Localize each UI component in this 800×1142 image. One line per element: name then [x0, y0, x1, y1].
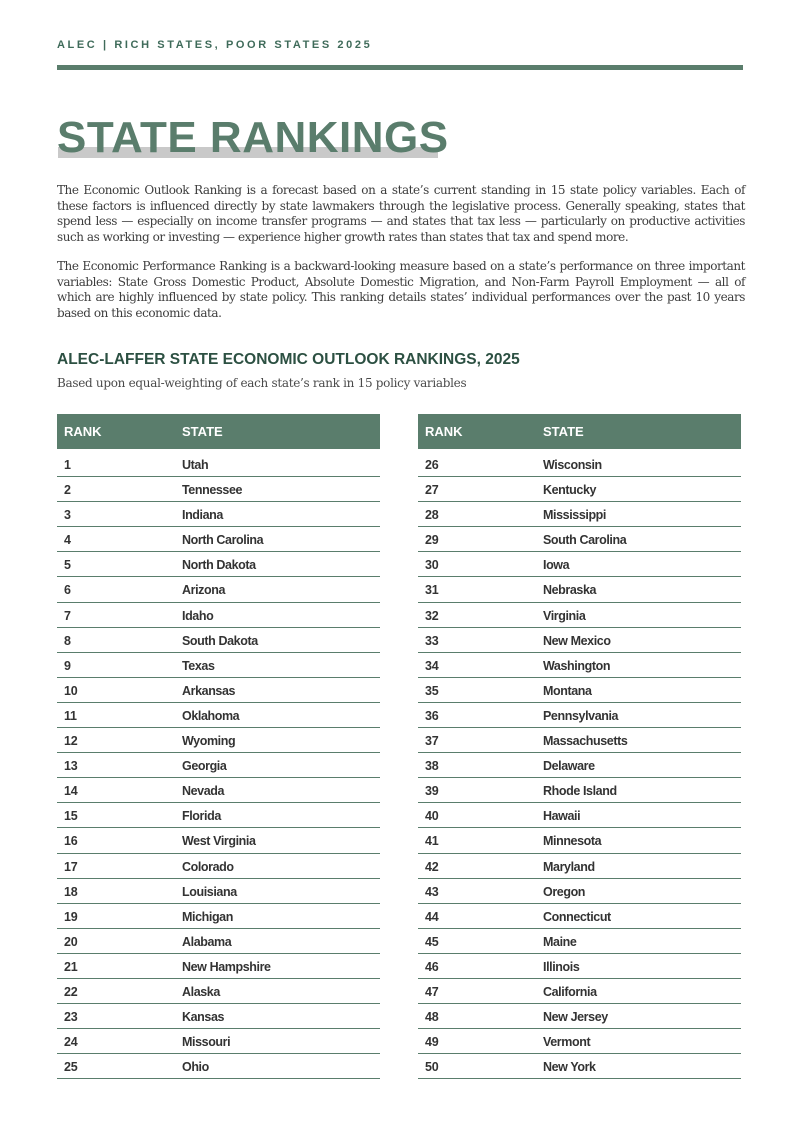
- rank-cell: 7: [64, 608, 71, 623]
- rank-cell: 4: [64, 533, 71, 548]
- rank-cell: 9: [64, 658, 71, 673]
- state-column-header: STATE: [182, 424, 223, 439]
- state-cell: Oregon: [543, 884, 586, 899]
- rank-cell: 47: [425, 984, 439, 999]
- section-subtitle: Based upon equal-weighting of each state’s rank in 15 policy variables: [57, 376, 467, 390]
- table-row: [418, 552, 741, 577]
- state-column-header: STATE: [543, 424, 584, 439]
- state-cell: Hawaii: [543, 809, 581, 824]
- table-row: [57, 477, 380, 502]
- rankings-table-left: [57, 414, 380, 1079]
- state-cell: California: [543, 984, 597, 999]
- state-cell: Mississippi: [543, 508, 606, 523]
- table-row: [57, 527, 380, 552]
- rank-cell: 32: [425, 608, 439, 623]
- rank-cell: 1: [64, 458, 71, 472]
- table-row: [418, 803, 741, 828]
- state-cell: New Mexico: [543, 633, 611, 648]
- table-row: [418, 954, 741, 979]
- rank-cell: 39: [425, 784, 439, 799]
- table-row: [418, 678, 741, 703]
- state-cell: West Virginia: [182, 834, 256, 849]
- rank-cell: 11: [64, 708, 77, 723]
- table-row: [57, 452, 380, 477]
- rank-cell: 50: [425, 1060, 439, 1075]
- title-block: [57, 114, 449, 162]
- page-title: STATE RANKINGS: [57, 113, 449, 162]
- table-row: [57, 979, 380, 1004]
- table-row: [418, 502, 741, 527]
- section-title: ALEC-LAFFER STATE ECONOMIC OUTLOOK RANKINGS, 2025: [57, 351, 520, 368]
- state-cell: Virginia: [543, 608, 586, 623]
- table-row: [57, 1004, 380, 1029]
- state-cell: South Dakota: [182, 633, 258, 648]
- state-cell: Iowa: [543, 558, 570, 573]
- table-body: [57, 452, 380, 1079]
- table-row: [57, 678, 380, 703]
- rankings-table-right: [418, 414, 741, 1079]
- table-row: [57, 653, 380, 678]
- table-row: [57, 879, 380, 904]
- rank-cell: 33: [425, 633, 439, 648]
- state-cell: Massachusetts: [543, 734, 628, 749]
- rank-cell: 29: [425, 533, 439, 548]
- state-cell: North Carolina: [182, 533, 264, 548]
- rank-cell: 22: [64, 984, 78, 999]
- intro-paragraph-outlook: The Economic Outlook Ranking is a forecast based on a state’s current standing in 15 state policy variables. Each of these factors is influenced directly by state lawmakers through the legislative process. Generally speaking, states that spend less — especially on income transfer programs — and states that tax less — particularly on productive activities such as working or investing — experience higher growth rates than states that tax and spend more.: [57, 183, 745, 244]
- state-cell: Idaho: [182, 608, 214, 623]
- table-row: [57, 904, 380, 929]
- table-row: [418, 703, 741, 728]
- state-cell: Arizona: [182, 583, 226, 598]
- rank-cell: 31: [425, 583, 439, 598]
- state-cell: Arkansas: [182, 683, 236, 698]
- table-row: [418, 603, 741, 628]
- rank-cell: 25: [64, 1060, 78, 1075]
- rank-cell: 42: [425, 859, 439, 874]
- table-row: [418, 753, 741, 778]
- table-row: [418, 904, 741, 929]
- rank-cell: 45: [425, 934, 439, 949]
- table-row: [57, 803, 380, 828]
- table-row: [418, 929, 741, 954]
- rank-cell: 30: [425, 558, 439, 573]
- rank-cell: 28: [425, 508, 439, 523]
- table-row: [418, 527, 741, 552]
- state-cell: Georgia: [182, 759, 227, 774]
- rank-cell: 37: [425, 734, 439, 749]
- table-row: [57, 1029, 380, 1054]
- rank-cell: 13: [64, 759, 78, 774]
- rank-cell: 26: [425, 458, 439, 472]
- table-body: [418, 452, 741, 1079]
- rank-cell: 40: [425, 809, 439, 824]
- table-row: [57, 703, 380, 728]
- state-cell: Nevada: [182, 784, 225, 799]
- table-row: [57, 1054, 380, 1079]
- table-row: [57, 728, 380, 753]
- rank-column-header: RANK: [425, 424, 463, 439]
- state-cell: Rhode Island: [543, 784, 617, 799]
- table-row: [57, 929, 380, 954]
- rank-cell: 34: [425, 658, 439, 673]
- rank-cell: 18: [64, 884, 78, 899]
- table-row: [57, 577, 380, 602]
- state-cell: New Hampshire: [182, 959, 271, 974]
- state-cell: Kentucky: [543, 483, 597, 498]
- state-cell: Alabama: [182, 934, 232, 949]
- table-row: [418, 1004, 741, 1029]
- table-row: [418, 979, 741, 1004]
- table-row: [57, 502, 380, 527]
- state-cell: Maine: [543, 934, 577, 949]
- rank-cell: 2: [64, 483, 71, 498]
- state-cell: Florida: [182, 809, 221, 824]
- state-cell: Washington: [543, 658, 611, 673]
- rank-cell: 48: [425, 1010, 439, 1025]
- state-cell: Pennsylvania: [543, 708, 619, 723]
- table-row: [57, 954, 380, 979]
- table-row: [418, 1054, 741, 1079]
- state-cell: Missouri: [182, 1035, 231, 1050]
- rank-cell: 38: [425, 759, 439, 774]
- state-cell: Wyoming: [182, 734, 236, 749]
- table-row: [418, 653, 741, 678]
- rank-cell: 41: [425, 834, 439, 849]
- rank-cell: 8: [64, 633, 71, 648]
- state-cell: Kansas: [182, 1010, 225, 1025]
- rank-cell: 10: [64, 683, 78, 698]
- state-cell: Indiana: [182, 508, 223, 523]
- rank-cell: 23: [64, 1010, 78, 1025]
- table-row: [418, 1029, 741, 1054]
- rank-cell: 20: [64, 934, 78, 949]
- state-cell: Wisconsin: [543, 458, 602, 472]
- state-cell: Michigan: [182, 909, 233, 924]
- state-cell: Connecticut: [543, 909, 611, 924]
- rank-cell: 6: [64, 583, 71, 598]
- table-row: [418, 879, 741, 904]
- intro-paragraph-performance: The Economic Performance Ranking is a backward-looking measure based on a state’s performance on three important variables: State Gross Domestic Product, Absolute Domestic Migration, and Non-Farm Payroll Employment — all of which are highly influenced by state policy. This ranking details states’ individual performances over the past 10 years based on this economic data.: [57, 259, 745, 320]
- rank-cell: 16: [64, 834, 78, 849]
- state-cell: Delaware: [543, 759, 595, 774]
- state-cell: Louisiana: [182, 884, 237, 899]
- rank-cell: 49: [425, 1035, 439, 1050]
- table-row: [57, 603, 380, 628]
- header-rule: [57, 65, 743, 70]
- running-head: ALEC | RICH STATES, POOR STATES 2025: [57, 39, 373, 51]
- state-cell: North Dakota: [182, 558, 256, 573]
- table-row: [418, 477, 741, 502]
- table-row: [418, 452, 741, 477]
- rank-cell: 27: [425, 483, 439, 498]
- state-cell: Vermont: [543, 1035, 591, 1050]
- rank-cell: 14: [64, 784, 78, 799]
- state-cell: Oklahoma: [182, 708, 240, 723]
- rank-cell: 44: [425, 909, 439, 924]
- state-cell: New York: [543, 1060, 596, 1075]
- state-cell: Alaska: [182, 984, 220, 999]
- table-header: [57, 414, 380, 449]
- rank-cell: 15: [64, 809, 78, 824]
- table-row: [57, 828, 380, 853]
- state-cell: Utah: [182, 458, 209, 472]
- table-header: [418, 414, 741, 449]
- rank-cell: 21: [64, 959, 78, 974]
- state-cell: Illinois: [543, 959, 580, 974]
- state-cell: Ohio: [182, 1060, 209, 1075]
- state-cell: Nebraska: [543, 583, 597, 598]
- rank-cell: 36: [425, 708, 439, 723]
- rank-cell: 43: [425, 884, 439, 899]
- rank-cell: 12: [64, 734, 78, 749]
- state-cell: New Jersey: [543, 1010, 608, 1025]
- rank-cell: 35: [425, 683, 439, 698]
- state-cell: Montana: [543, 683, 592, 698]
- table-row: [418, 728, 741, 753]
- rank-column-header: RANK: [64, 424, 102, 439]
- table-row: [57, 854, 380, 879]
- table-row: [418, 828, 741, 853]
- table-row: [418, 628, 741, 653]
- rank-cell: 3: [64, 508, 71, 523]
- state-cell: Maryland: [543, 859, 595, 874]
- table-row: [57, 778, 380, 803]
- state-cell: Minnesota: [543, 834, 602, 849]
- table-row: [57, 628, 380, 653]
- table-row: [418, 577, 741, 602]
- table-row: [418, 778, 741, 803]
- rank-cell: 19: [64, 909, 78, 924]
- rank-cell: 24: [64, 1035, 78, 1050]
- table-row: [57, 552, 380, 577]
- rank-cell: 17: [64, 859, 78, 874]
- state-cell: South Carolina: [543, 533, 627, 548]
- table-row: [57, 753, 380, 778]
- rank-cell: 46: [425, 959, 439, 974]
- state-cell: Colorado: [182, 859, 234, 874]
- state-cell: Texas: [182, 658, 215, 673]
- table-row: [418, 854, 741, 879]
- rank-cell: 5: [64, 558, 71, 573]
- state-cell: Tennessee: [182, 483, 243, 498]
